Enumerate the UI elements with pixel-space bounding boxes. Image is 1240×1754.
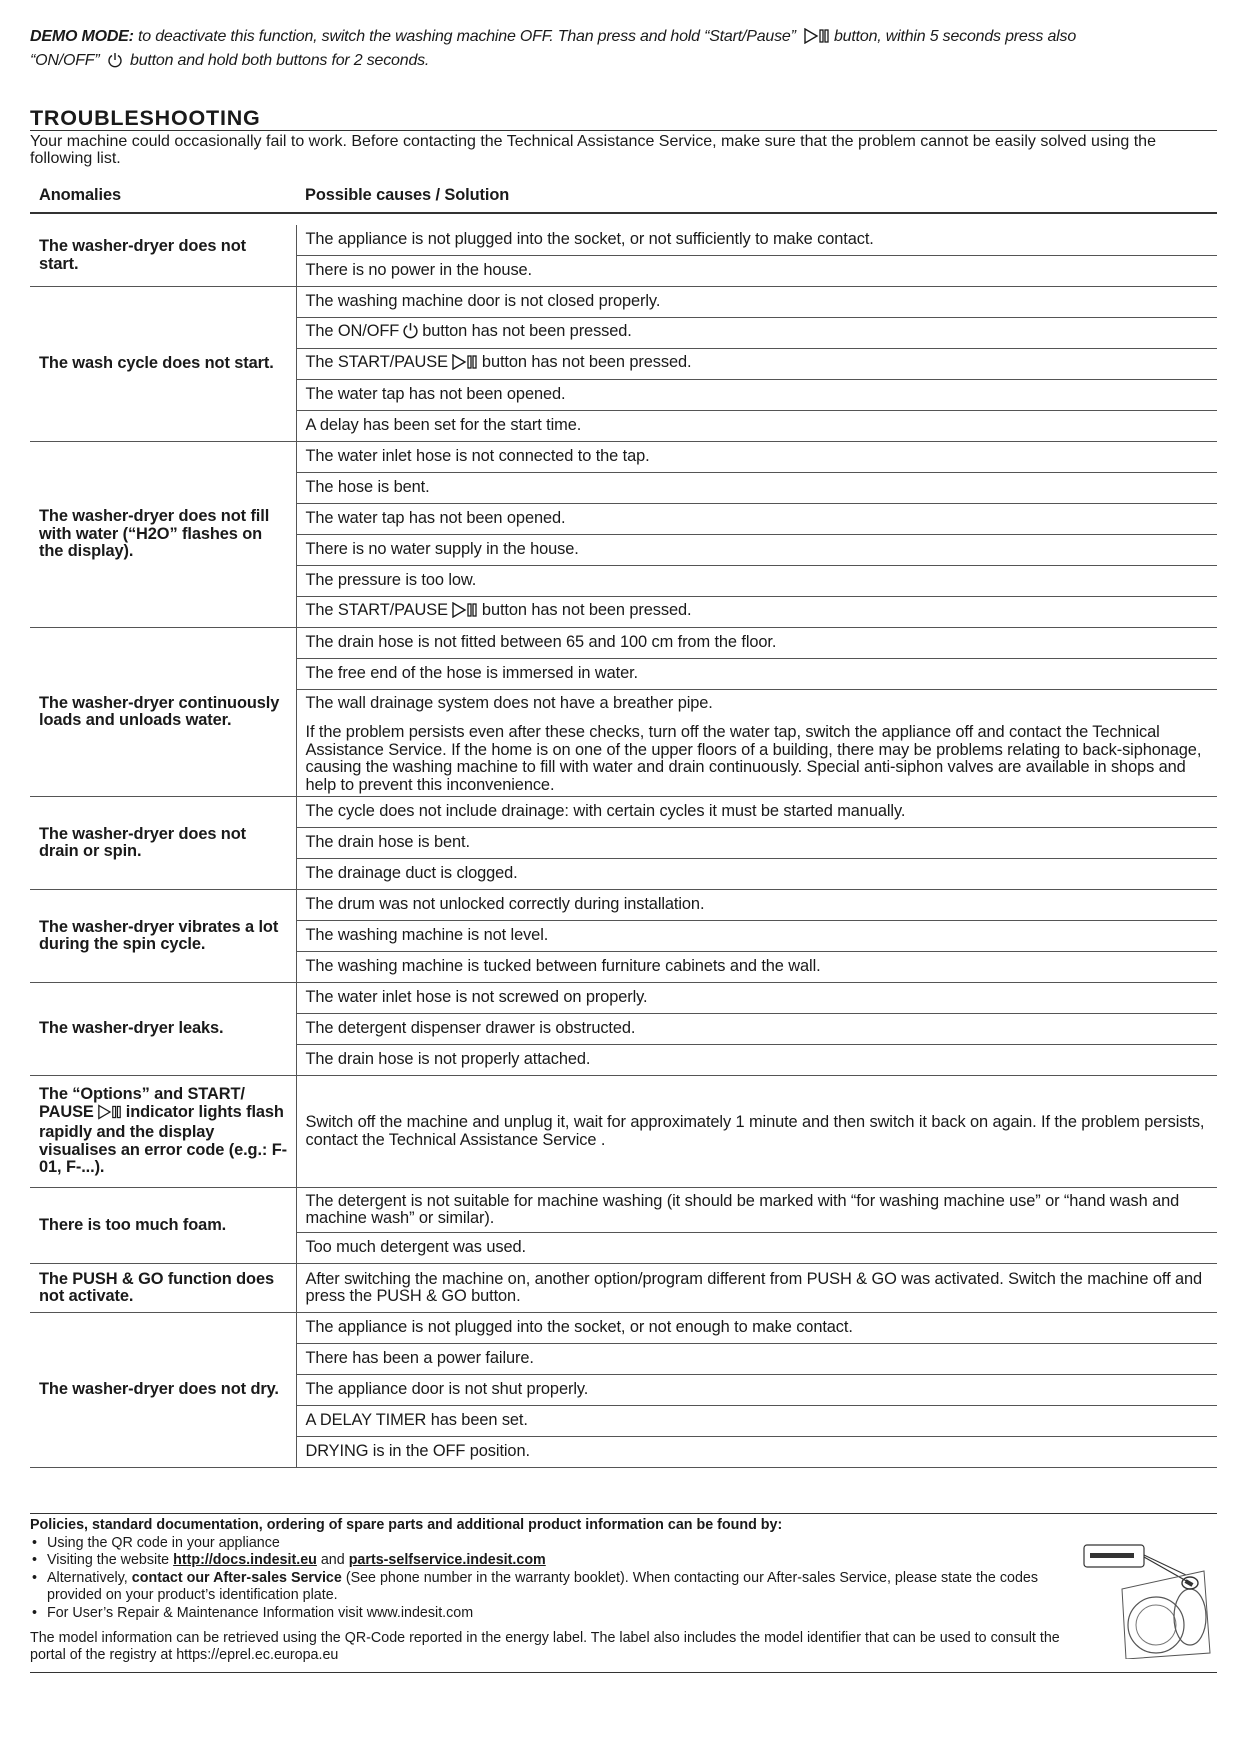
table-row [30, 1076, 1217, 1188]
column-header-causes: Possible causes / Solution [296, 179, 1217, 213]
cause-cell: The drain hose is not fitted between 65 and 100 cm from the floor. [296, 628, 1217, 659]
start-pause-icon [803, 28, 831, 50]
table-row [30, 797, 1217, 828]
washer-illustration [1082, 1531, 1214, 1664]
table-header-row [30, 179, 1217, 213]
anomaly-cell: The washer-dryer does not start. [30, 225, 296, 287]
cause-cell: The START/PAUSE button has not been pressed. [296, 597, 1217, 628]
cause-cell: Switch off the machine and unplug it, wait for approximately 1 minute and then switch it back on again. If the problem persists, contact the Technical Assistance Service . [296, 1076, 1217, 1188]
cause-cell: If the problem persists even after these checks, turn off the water tap, switch the appliance off and contact the Technical Assistance Service. If the home is on one of the upper floors of a building, there may be problems relating to back-siphonage, causing the washing machine to fill with water and drain continuously. Special anti-siphon valves are available in shops and help to prevent this inconvenience. [296, 718, 1217, 797]
cause-cell: The water inlet hose is not screwed on properly. [296, 983, 1217, 1014]
cause-cell: The drainage duct is clogged. [296, 859, 1217, 890]
cause-cell: The water tap has not been opened. [296, 380, 1217, 411]
power-icon [107, 52, 123, 74]
troubleshooting-intro: Your machine could occasionally fail to work. Before contacting the Technical Assistance Service, make sure that the problem cannot be easily solved using the following list. [30, 133, 1156, 167]
anomaly-cell: There is too much foam. [30, 1188, 296, 1264]
table-row [30, 442, 1217, 473]
cause-cell: The detergent dispenser drawer is obstructed. [296, 1014, 1217, 1045]
footer-info [30, 1513, 1217, 1665]
after-sales-service: contact our After-sales Service [131, 1569, 342, 1586]
cause-cell: The water inlet hose is not connected to the tap. [296, 442, 1217, 473]
table-row [30, 628, 1217, 659]
cause-cell: The wall drainage system does not have a breather pipe. [305, 694, 713, 713]
footer-lead: Policies, standard documentation, ordering of spare parts and additional product information can be found by: [30, 1517, 783, 1533]
table-row [30, 1188, 1217, 1233]
parts-selfservice-link[interactable]: parts-selfservice.indesit.com [348, 1552, 546, 1569]
model-info: The model information can be retrieved using the QR-Code reported in the energy label. The label also includes the model identifier that can be used to consult the portal of the registry at https://eprel.ec.europa.eu [30, 1629, 1060, 1664]
cause-cell: A DELAY TIMER has been set. [296, 1406, 1217, 1437]
table-row [30, 983, 1217, 1014]
cause-cell: The detergent is not suitable for machine washing (it should be marked with “for washing machine use” or “hand wash and machine wash” or similar). [296, 1188, 1217, 1233]
table-row [30, 225, 1217, 256]
table-row [30, 1264, 1217, 1313]
cause-cell: DRYING is in the OFF position. [296, 1437, 1217, 1468]
anomaly-cell: The “Options” and START/ PAUSE indicator lights flash rapidly and the display visualises an error code (e.g.: F-01, F-...). [30, 1076, 296, 1188]
cause-cell: There is no water supply in the house. [296, 535, 1217, 566]
troubleshooting-title: TROUBLESHOOTING [30, 106, 1217, 131]
table-row [30, 1313, 1217, 1344]
cause-cell: The washing machine is not level. [296, 921, 1217, 952]
footer-list [30, 1535, 1040, 1623]
cause-cell: The drum was not unlocked correctly during installation. [296, 890, 1217, 921]
cause-cell: There is no power in the house. [296, 256, 1217, 287]
cause-cell: The drain hose is bent. [296, 828, 1217, 859]
anomaly-cell: The washer-dryer does not dry. [30, 1313, 296, 1468]
cause-cell: After switching the machine on, another option/program different from PUSH & GO was activated. Switch the machine off and press the PUSH & GO button. [296, 1264, 1217, 1313]
list-item: • For User’s Repair & Maintenance Information visit www.indesit.com [30, 1605, 1040, 1623]
anomaly-cell: The wash cycle does not start. [30, 287, 296, 442]
table-row [30, 287, 1217, 318]
cause-cell: The washing machine is tucked between furniture cabinets and the wall. [296, 952, 1217, 983]
cause-cell: The water tap has not been opened. [296, 504, 1217, 535]
cause-cell: The free end of the hose is immersed in water. [296, 659, 1217, 690]
cause-cell: The appliance is not plugged into the socket, or not enough to make contact. [296, 1313, 1217, 1344]
list-item: • Visiting the website http://docs.indesit.eu and parts-selfservice.indesit.com [30, 1552, 1040, 1570]
cause-cell: A delay has been set for the start time. [296, 411, 1217, 442]
cause-cell: There has been a power failure. [296, 1344, 1217, 1375]
table-row [30, 890, 1217, 921]
cause-cell: The drain hose is not properly attached. [296, 1045, 1217, 1076]
anomaly-cell: The washer-dryer does not fill with water (“H2O” flashes on the display). [30, 442, 296, 628]
list-item: • Using the QR code in your appliance [30, 1535, 1040, 1553]
cause-cell: The pressure is too low. [296, 566, 1217, 597]
anomaly-cell: The washer-dryer does not drain or spin. [30, 797, 296, 890]
anomaly-cell: The washer-dryer leaks. [30, 983, 296, 1076]
cause-cell: Too much detergent was used. [296, 1233, 1217, 1264]
docs-link[interactable]: http://docs.indesit.eu [173, 1552, 317, 1569]
cause-cell: The washing machine door is not closed properly. [296, 287, 1217, 318]
troubleshooting-table [30, 179, 1217, 1468]
demo-mode-note: DEMO MODE: to deactivate this function, switch the washing machine OFF. Than press and hold “Start/Pause” button, within 5 seconds press also “ON/OFF” button and hold both buttons for 2 seconds. [30, 26, 1217, 74]
cause-cell: The appliance is not plugged into the socket, or not sufficiently to make contact. [296, 225, 1217, 256]
start-pause-icon [97, 1104, 123, 1125]
cause-cell: The ON/OFF button has not been pressed. [296, 318, 1217, 349]
anomaly-cell: The PUSH & GO function does not activate. [30, 1264, 296, 1313]
cause-cell: The cycle does not include drainage: with certain cycles it must be started manually. [296, 797, 1217, 828]
cause-cell: The appliance door is not shut properly. [296, 1375, 1217, 1406]
power-icon [402, 322, 419, 344]
cause-cell: The START/PAUSE button has not been pressed. [296, 349, 1217, 380]
start-pause-icon [451, 602, 479, 623]
anomaly-cell: The washer-dryer vibrates a lot during the spin cycle. [30, 890, 296, 983]
column-header-anomalies: Anomalies [30, 179, 296, 213]
cause-cell: The hose is bent. [296, 473, 1217, 504]
list-item: • Alternatively, contact our After-sales Service (See phone number in the warranty booklet). When contacting our After-sales Service, please state the codes provided on your product’s identification plate. [30, 1570, 1040, 1605]
anomaly-cell: The washer-dryer continuously loads and unloads water. [30, 628, 296, 797]
start-pause-icon [451, 354, 479, 375]
bottom-rule [30, 1672, 1217, 1673]
demo-mode-label: DEMO MODE: [30, 28, 134, 45]
